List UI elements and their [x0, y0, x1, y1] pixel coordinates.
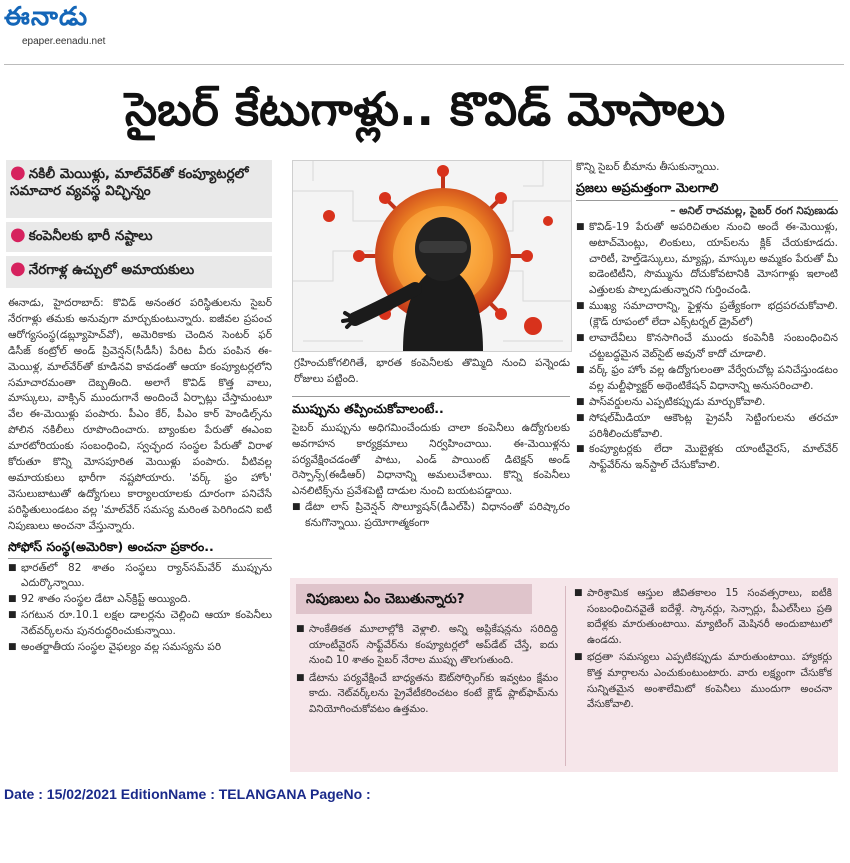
cyber-virus-illustration	[292, 160, 572, 352]
highlight-item: ● కంపెనీలకు భారీ నష్టాలు	[6, 222, 272, 252]
experts-heading: నిపుణులు ఏం చెబుతున్నారు?	[296, 584, 532, 614]
bullet-icon: ●	[10, 224, 26, 245]
virus-hacker-image	[293, 161, 571, 351]
precaution-point: ■ పాస్‌వర్డులను ఎప్పటికప్పుడు మార్చుకోవాలి.	[576, 395, 838, 411]
expert-byline: – అనిల్ రాచమల్ల, సైబర్ రంగ నిపుణుడు	[576, 200, 838, 220]
sophos-point: ■ భారత్‌లో 82 శాతం సంస్థలు ర్యాన్‌సమ్‌వేర్ ముప్పును ఎదుర్కొన్నాయి.	[8, 561, 272, 593]
prevention-paragraph: సైబర్ ముప్పును అధిగమించేందుకు చాలా కంపెనీలు ఉద్యోగులకు అవగాహన కార్యక్రమాలు నిర్వహించాయి. ఈ-మెయిళ్లను పర్యవేక్షించడంతో పాటు, ఎండ్ పాయింట్ డిటెక్షన్ అండ్ రెస్పాన్స్(ఈడీఆర్) విధానాన్ని అమలుచేశాయి. కొన్ని కంపెనీలు ఎనలిటిక్స్‌ను ప్రవేశపెట్టి దాడుల నుంచి బయటపడ్డాయి.	[292, 421, 570, 498]
precaution-point: ■ సోషల్‌మీడియా ఆకౌంట్ల ప్రైవసీ సెట్టింగులను తరచూ పరిశీలించుకోవాలి.	[576, 411, 838, 443]
insurance-line: కొన్ని సైబర్ బీమాను తీసుకున్నాయి.	[576, 161, 720, 173]
precautions-heading: ప్రజలు అప్రమత్తంగా మెలగాలి	[576, 179, 719, 195]
bullet-icon: ●	[10, 258, 26, 279]
precaution-point: ■ కొవిడ్-19 పేరుతో అపరిచితుల నుంచి అందే ఈ-మెయిళ్లు, అటాచ్‌మెంట్లు, లింకులు, యాప్‌లను క్లిక్ చేయకూడదు. చారిటీ, హెల్త్‌డెస్కులు, మ్యాప్లు, మాస్కుల అమ్మకం పేరుతో మీ ఐడెంటిటీని, సొమ్మును దోచుకోవటానికి మోసగాళ్లు ఇలాంటి ఎత్తులకు పాల్పడుతున్నారని గుర్తించండి.	[576, 220, 838, 300]
column-3	[576, 160, 838, 474]
masthead-divider	[4, 64, 844, 65]
sophos-heading: సోఫోస్ సంస్థ(అమెరికా) అంచనా ప్రకారం..	[8, 538, 214, 554]
article-headline: సైబర్ కేటుగాళ్లు.. కొవిడ్ మోసాలు	[124, 82, 726, 136]
highlights-box	[6, 160, 272, 292]
prevention-point: ■ డేటా లాస్ ప్రివెన్షన్ సొల్యూషన్(డీఎల్‌పీ) విధానంతో పరిష్కారం కనుగొన్నాయి. ప్రయోగాత్మకంగా	[292, 500, 570, 532]
experts-right	[574, 586, 832, 713]
column-1	[8, 296, 272, 656]
highlight-item: ● నేరగాళ్ల ఉచ్చులో అమాయకులు	[6, 256, 272, 288]
sophos-point: ■ అంతర్జాతీయ సంస్థల వైఫల్యం వల్ల సమస్యను పరి	[8, 640, 272, 656]
precaution-point: ■ వర్క్ ఫ్రం హోం వల్ల ఉద్యోగులంతా వేర్వేరుచోట్ల పనిచేస్తుండటం వల్ల మల్టీఫ్యాక్టర్ అథెంటికేషన్ విధానాన్ని అనుసరించాలి.	[576, 363, 838, 395]
experts-left	[296, 622, 558, 718]
precaution-point: ■ కంప్యూటర్లకు లేదా మొబైళ్లకు యాంటీవైరస్, మాల్‌వేర్ సాఫ్ట్‌వేర్‌ను ఇన్‌స్టాల్ చేసుకోవాలి.	[576, 442, 838, 474]
expert-point: ■ భద్రతా సమస్యలు ఎప్పటికప్పుడు మారుతుంటాయి. హ్యాకర్లు కొత్త మార్గాలను ఎంచుకుంటుంటారు. వారు లక్ష్యంగా చేసుకోక సున్నితమైన అంశాలేమిటో కంపెనీలు ముందుగా అంచనా వేసుకోవాలి.	[574, 650, 832, 712]
sophos-point: ■ సగటున రూ.10.1 లక్షల డాలర్లను చెల్లించి ఆయా కంపెనీలు నెట్‌వర్క్‌లను పునరుద్ధరించుకున్నాయి.	[8, 608, 272, 640]
experts-divider	[565, 586, 566, 766]
edition-footer: Date : 15/02/2021 EditionName : TELANGANA PageNo :	[4, 786, 371, 802]
precaution-point: ■ ముఖ్య సమాచారాన్ని, ఫైళ్లను ప్రత్యేకంగా భద్రపరచుకోవాలి.(క్లౌడ్ రూపంలో లేదా ఎక్స్‌టర్నల్ డ్రైవ్‌లో)	[576, 299, 838, 331]
expert-point: ■ సాంకేతికత మూలాల్లోకి వెళ్లాలి. అన్ని అప్లికేషన్లను సరిదిద్ది యాంటీవైరస్ సాఫ్ట్‌వేర్‌ను కంప్యూటర్లలో అప్‌డేట్ చేస్తే, ఐదు నుంచి 10 శాతం సైబర్ నేరాల ముప్పు తొలగుతుంది.	[296, 622, 558, 669]
bullet-icon: ●	[10, 162, 26, 183]
prevention-heading: ముప్పును తప్పించుకోవాలంటే..	[292, 396, 570, 417]
precaution-point: ■ లావాదేవీలు కొనసాగించే ముందు కంపెనీకి సంబంధించిన చట్టబద్ధమైన వెబ్‌సైట్ అవునో కాదో చూడాలి.	[576, 331, 838, 363]
image-caption: గ్రహించుకోగలిగితే, భారత కంపెనీలకు తొమ్మిది నుంచి పన్నెండు రోజులు పట్టింది.	[294, 357, 570, 385]
sophos-point: ■ 92 శాతం సంస్థల డేటా ఎన్‌క్రిప్ట్ అయ్యింది.	[8, 592, 272, 608]
newspaper-logo: ఈనాడు	[4, 2, 89, 32]
intro-paragraph: ఈనాడు, హైదరాబాద్: కొవిడ్ అనంతర పరిస్థితులను సైబర్ నేరగాళ్లు తమకు అనువుగా మార్చుకుంటున్నారు. ఐజీవల ప్రపంచ ఆరోగ్యసంస్థ(డబ్ల్యూహెచ్‌వో), అమెరికాకు చెందిన సెంటర్ ఫర్ డిసీజ్ కంట్రోల్ అండ్ ప్రివెన్షన్(సీడీసీ) పేరిట వీరు పంపిన ఈ-మెయిళ్ల, మాల్‌వేర్‌తో కూడినవి కావడంతో ఆయా కంప్యూటర్లలోని సమాచారమంతా దెబ్బతింది. అలాగే కొవిడ్ కొత్త వాలు, మాస్కులు, వాక్సిన్ ముందుగానే అందించే ఏర్పాట్లు చేస్తామంటూ వేల ఈ-మెయిళ్లు పంపారు. పీఎం కేర్, పీఎం కార్ హెండిల్స్‌ను పోలిన నకిలీలు రూపొందించారు. బ్యాంకుల పేరుతో ఈఎంఐ మారటోరియంకు సంబంధించి, స్వచ్ఛంద సంస్థల పేరుతో విరాళ కోరుతూ కొన్ని మోసపూరిత మెయిళ్లు పంపారు. వీటివల్ల అమాయకులు భారీగా నష్టపోయారు. 'వర్క్ ఫ్రం హోం' వెసులుబాటుతో ఉద్యోగులు కార్యాలయాలకు దూరంగా పనిచేసే పరిస్థితులుండటం వల్ల 'మాల్‌వేర్ సమస్య మరింత పెరిగిందని ఐటీ నిపుణులు అంచనా వేస్తున్నారు.	[8, 297, 272, 532]
sophos-list	[8, 558, 272, 656]
epaper-url[interactable]: epaper.eenadu.net	[22, 36, 106, 47]
expert-point: ■ పారిశ్రామిక ఆస్తుల జీవితకాలం 15 సంవత్సరాలు, ఐటీకి సంబంధించినవైతే ఐదేళ్లే. స్కానర్లు, సెన్సార్లు, పీఎల్‌సీలు ప్రతి ఐదేళ్లకు మారుతుంటాయి. మ్యాటింగ్ మెషినరీ అందుబాటులో ఉండదు.	[574, 586, 832, 648]
highlight-item: ● నకిలీ మెయిళ్లు, మాల్‌వేర్‌తో కంప్యూటర్లలో సమాచార వ్యవస్థ విచ్ఛిన్నం	[6, 160, 272, 218]
expert-point: ■ డేటాను పర్యవేక్షించే బాధ్యతను ఔట్‌సోర్సింగ్‌కు ఇవ్వటం క్షేమం కాదు. నెట్‌వర్క్‌లను ప్రైవేటీకరించటం కంటే క్లౌడ్ ప్లాట్‌ఫామ్‌ను వినియోగించుకోవటం ఉత్తమం.	[296, 671, 558, 718]
column-2	[292, 356, 570, 532]
